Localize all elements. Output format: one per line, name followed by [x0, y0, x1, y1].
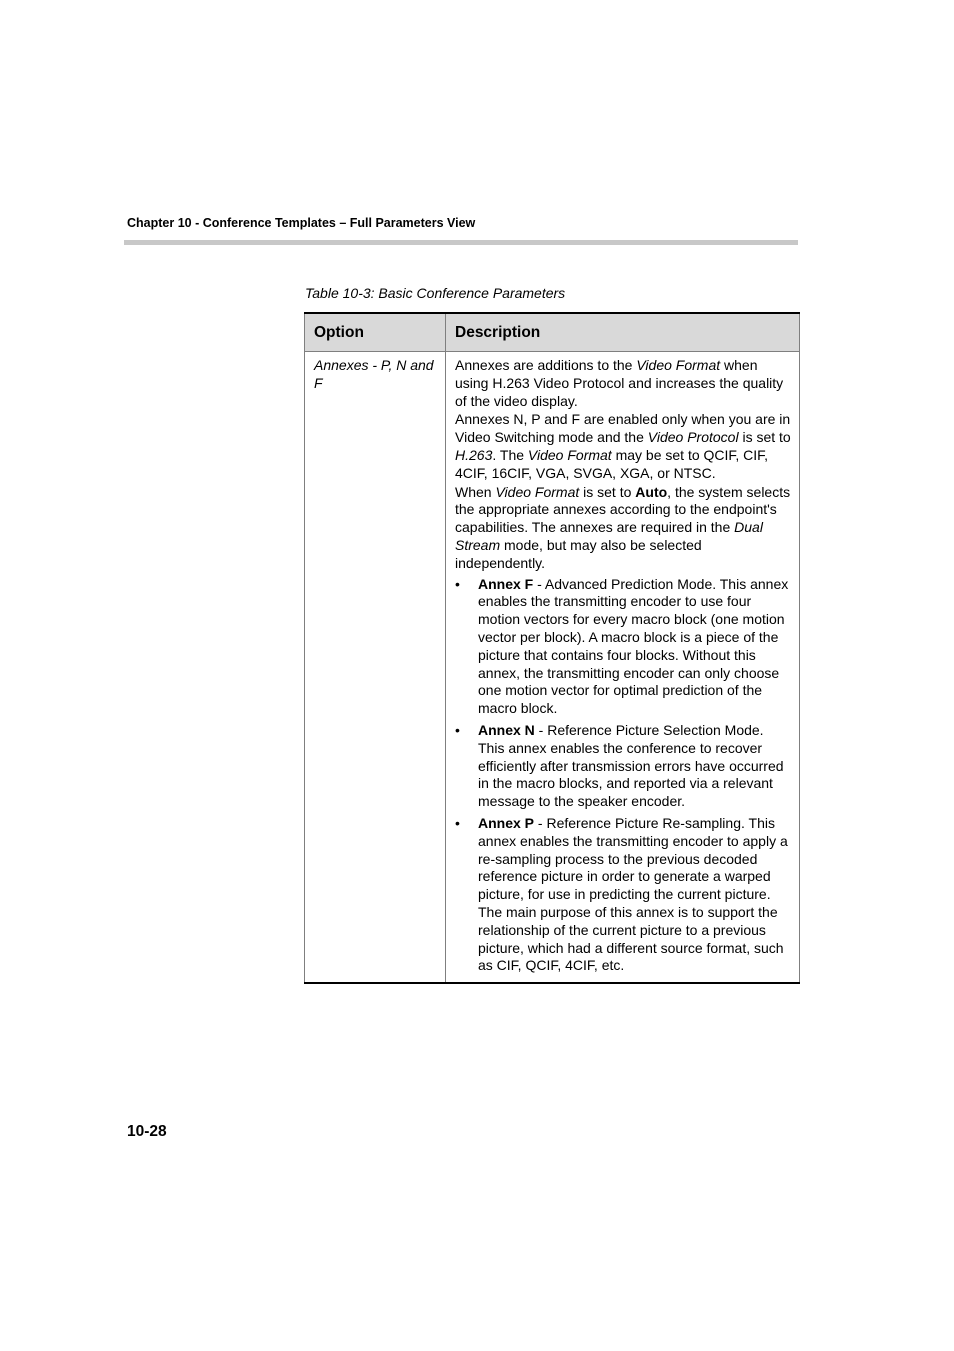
- table-caption: Table 10-3: Basic Conference Parameters: [305, 285, 566, 301]
- annex-text: - Reference Picture Selection Mode. This annex enables the conference to recover efficiently after transmission errors have occurred in the macro blocks, and reported via a relevant message to the speaker encoder.: [478, 721, 784, 810]
- annex-text: - Advanced Prediction Mode. This annex enables the transmitting encoder to use four motion vectors for every macro block (one motion vector per block). A macro block is a piece of the picture that contains four blocks. Without this annex, the transmitting encoder can only choose one motion vector for optimal prediction of the macro block.: [478, 575, 789, 717]
- text-run: mode, but may also be selected independently.: [455, 536, 702, 571]
- description-paragraph: [455, 411, 791, 482]
- annex-list: [455, 576, 791, 976]
- text-run: is set to: [579, 483, 636, 500]
- italic-term: H.263: [455, 446, 493, 463]
- page-number: 10-28: [127, 1123, 167, 1140]
- annex-list-item: [455, 576, 791, 718]
- bullet-icon: •: [455, 814, 460, 831]
- annex-term: Annex F: [478, 575, 534, 592]
- bullet-icon: •: [455, 575, 460, 592]
- table-header-row: [305, 313, 800, 352]
- text-run: is set to: [738, 429, 791, 446]
- column-header-description: Description: [446, 313, 800, 352]
- annex-term: Annex P: [478, 814, 535, 831]
- description-paragraph: [455, 484, 791, 573]
- description-cell: [446, 352, 800, 984]
- annex-list-item: [455, 722, 791, 811]
- italic-term: Dual Stream: [455, 519, 763, 553]
- header-rule: [124, 240, 798, 245]
- annex-text: - Reference Picture Re-sampling. This annex enables the transmitting encoder to apply a re-sampling process to the previous decoded reference picture in order to generate a warped picture, for use in predicting the current picture. The main purpose of this annex is to support the relationship of the current picture to a previous picture, which had a different source format, such as CIF, QCIF, 4CIF, etc.: [478, 814, 788, 974]
- italic-term: Video Protocol: [647, 429, 739, 446]
- column-header-option: Option: [305, 313, 446, 352]
- option-cell: Annexes - P, N and F: [305, 352, 446, 984]
- description-paragraph: [455, 357, 791, 410]
- bold-term: Auto: [635, 483, 668, 500]
- text-run: When: [455, 483, 496, 500]
- annex-list-item: [455, 815, 791, 975]
- text-run: , the system selects the appropriate annexes according to the endpoint's capabilities. The annexes are required in the: [455, 483, 791, 536]
- annex-term: Annex N: [478, 721, 535, 738]
- chapter-title: Chapter 10 - Conference Templates – Full Parameters View: [127, 216, 476, 230]
- italic-term: Video Format: [527, 446, 612, 463]
- text-run: . The: [492, 446, 528, 463]
- bullet-icon: •: [455, 721, 460, 738]
- text-run: when using H.263 Video Protocol and increases the quality of the video display.: [455, 357, 784, 409]
- parameters-table: [304, 312, 800, 984]
- italic-term: Video Format: [636, 357, 721, 373]
- text-run: may be set to QCIF, CIF, 4CIF, 16CIF, VGA, SVGA, XGA, or NTSC.: [455, 446, 769, 481]
- table-row: [305, 352, 800, 984]
- text-run: Annexes N, P and F are enabled only when you are in Video Switching mode and the: [455, 411, 791, 446]
- italic-term: Video Format: [495, 483, 580, 500]
- text-run: Annexes are additions to the: [455, 357, 637, 373]
